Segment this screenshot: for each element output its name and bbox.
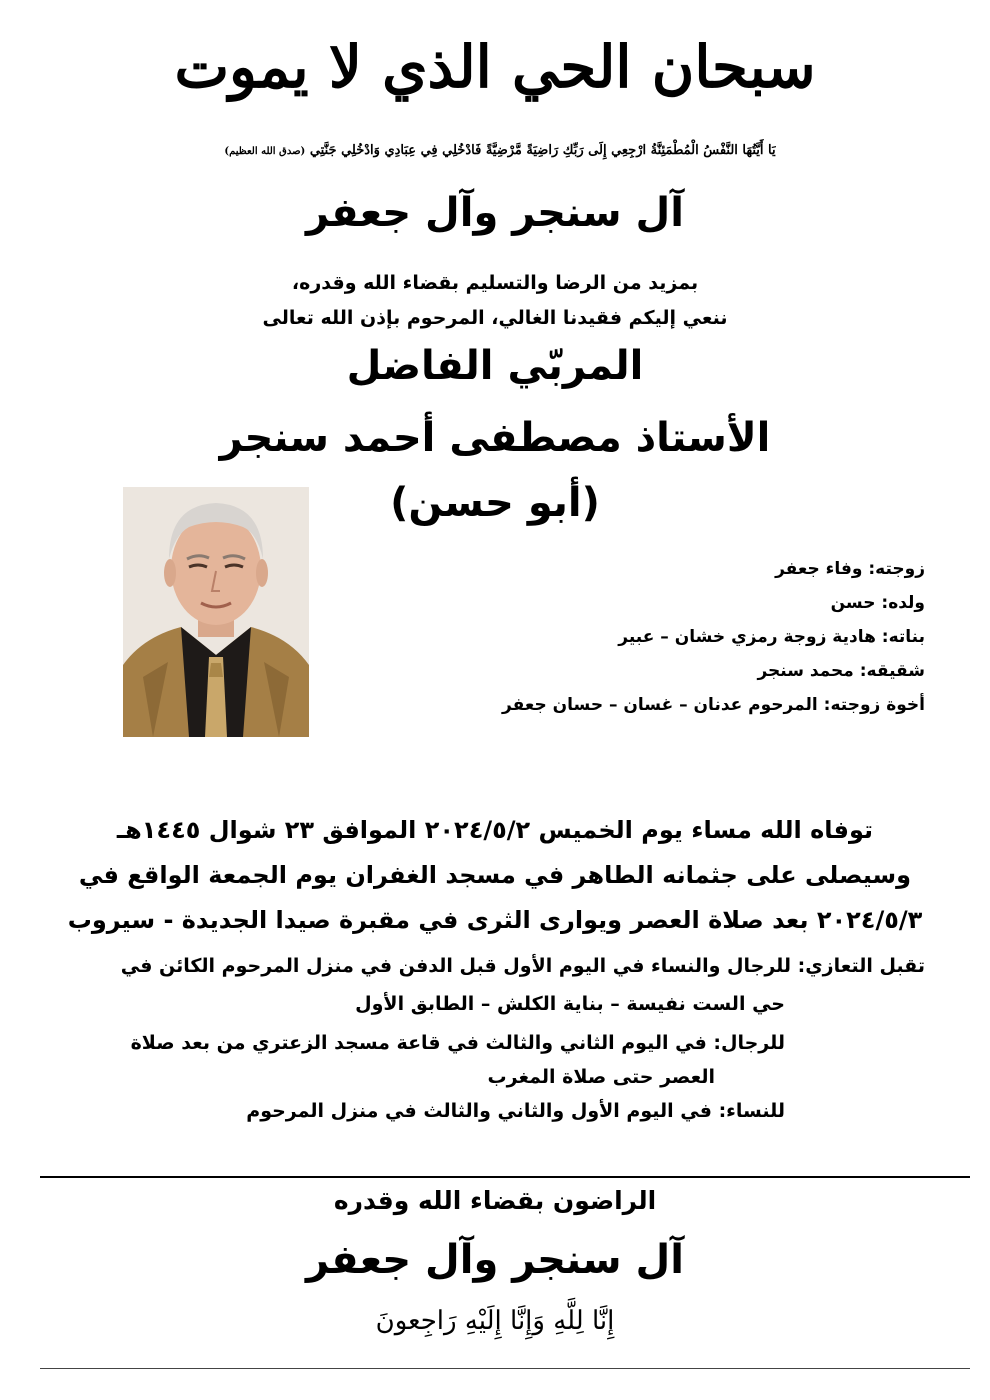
deceased-name: الأستاذ مصطفى أحمد سنجر xyxy=(219,415,771,461)
announcement-intro xyxy=(0,266,990,336)
relative-son: ولده: حسن xyxy=(830,593,925,613)
verse-text: يَا أَيَّتُهَا النَّفْسُ الْمُطْمَئِنَّةُ ارْجِعِي إِلَى رَبِّكِ رَاضِيَةً مَّرْضِيَّةً فَادْخُلِي فِي عِبَادِي وَادْخُلِي جَنَّتِي xyxy=(309,143,776,158)
deceased-title: المربّي الفاضل xyxy=(346,343,644,389)
closing-line: الراضون بقضاء الله وقدره xyxy=(333,1186,657,1215)
portrait-icon xyxy=(123,487,309,737)
condolences-line-5: للنساء: في اليوم الأول والثاني والثالث في منزل المرحوم xyxy=(246,1100,785,1122)
verse-source: (صدق الله العظيم) xyxy=(224,146,306,157)
relative-wife: زوجته: وفاء جعفر xyxy=(775,559,925,579)
family-name-header: آل سنجر وآل جعفر xyxy=(306,190,684,236)
announcement-line-2: ننعي إليكم فقيدنا الغالي، المرحوم بإذن الله تعالى xyxy=(262,307,728,329)
relative-brothers-in-law: أخوة زوجته: المرحوم عدنان – غسان – حسان جعفر xyxy=(502,695,925,715)
details-line-3: ٢٠٢٤/٥/٣ بعد صلاة العصر ويوارى الثرى في مقبرة صيدا الجديدة - سيروب xyxy=(67,906,923,934)
condolences-line-4: العصر حتى صلاة المغرب xyxy=(487,1066,715,1088)
deceased-portrait-photo xyxy=(123,487,309,737)
relative-daughters: بناته: هادية زوجة رمزي خشان – عبير xyxy=(618,627,925,647)
condolences-line-3: للرجال: في اليوم الثاني والثالث في قاعة مسجد الزعتري من بعد صلاة xyxy=(130,1032,785,1054)
closing-family-name: آل سنجر وآل جعفر xyxy=(306,1237,684,1283)
details-line-1: توفاه الله مساء يوم الخميس ٢٠٢٤/٥/٢ الموافق ٢٣ شوال ١٤٤٥هـ xyxy=(116,816,874,844)
announcement-line-1: بمزيد من الرضا والتسليم بقضاء الله وقدره، xyxy=(291,272,699,294)
relative-brother: شقيقه: محمد سنجر xyxy=(757,661,925,681)
deceased-nickname: (أبو حسن) xyxy=(390,480,600,526)
condolences-line-2: حي الست نفيسة – بناية الكلش – الطابق الأول xyxy=(355,993,785,1015)
details-line-2: وسيصلى على جثمانه الطاهر في مسجد الغفران يوم الجمعة الواقع في xyxy=(78,861,912,889)
divider-bottom xyxy=(40,1368,970,1369)
funeral-details xyxy=(20,808,970,943)
relatives-list xyxy=(502,552,925,722)
closing-verse: إِنَّا لِلَّهِ وَإِنَّا إِلَيْهِ رَاجِعونَ xyxy=(375,1306,615,1336)
calligraphy-header: سبحان الحي الذي لا يموت xyxy=(174,33,816,101)
condolences-line-1: تقبل التعازي: للرجال والنساء في اليوم الأول قبل الدفن في منزل المرحوم الكائن في xyxy=(120,955,925,977)
quran-verse xyxy=(130,143,870,158)
divider-top xyxy=(40,1176,970,1178)
